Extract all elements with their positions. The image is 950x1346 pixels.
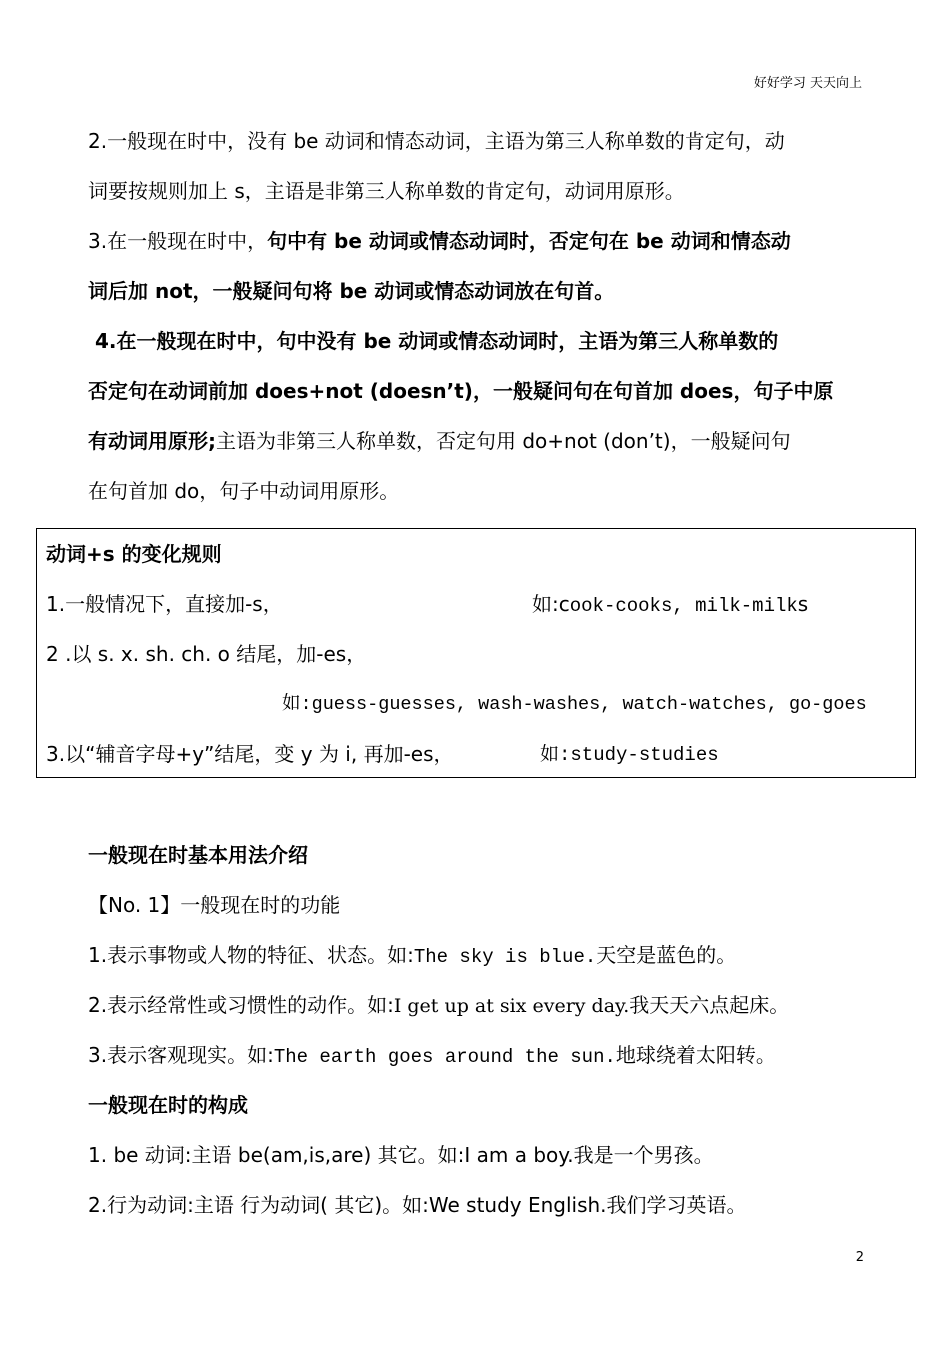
rule-4-line-1: 4.在一般现在时中，句中没有 be 动词或情态动词时，主语为第三人称单数的: [88, 329, 779, 353]
verb-s-item-3: 3.以“辅音字母+y”结尾，变 y 为 i, 再加-es，: [46, 742, 454, 766]
rule-4-line-2: 否定句在动词前加 does+not (doesn’t)，一般疑问句在句首加 does，句子中原: [88, 379, 834, 403]
rule-4-line-3: [88, 428, 791, 454]
verb-s-item-2: 2 .以 s. x. sh. ch. o 结尾，加-es，: [46, 642, 367, 666]
structure-2: 2.行为动词:主语 行为动词( 其它)。如:We study English.我们学习英语。: [88, 1193, 747, 1217]
rule-3-line-2: 词后加 not，一般疑问句将 be 动词或情态动词放在句首。: [88, 279, 615, 303]
function-2-translation: 我天天六点起床。: [629, 993, 790, 1017]
rule-3-line-1: [88, 228, 791, 254]
function-2: [88, 992, 789, 1019]
function-1-example: The sky is blue.: [413, 946, 597, 968]
rule-2-line-1: 2.一般现在时中，没有 be 动词和情态动词，主语为第三人称单数的肯定句，动: [88, 129, 785, 153]
page-number: 2: [855, 1250, 864, 1265]
function-3-example: The earth goes around the sun.: [273, 1046, 616, 1068]
function-2-example: I get up at six every day.: [393, 995, 630, 1017]
verb-s-box-title: 动词+s 的变化规则: [46, 542, 222, 566]
verb-s-item-1: 1.一般情况下，直接加-s，: [46, 592, 283, 616]
function-3: [88, 1042, 776, 1070]
rule-3-bold-text: 句中有 be 动词或情态动词时，否定句在 be 动词和情态动: [267, 229, 791, 253]
example-end: s: [797, 592, 809, 616]
rule-4-line-4: 在句首加 do，句子中动词用原形。: [88, 479, 400, 503]
function-1-desc: 1.表示事物或人物的特征、状态。如:: [88, 943, 414, 967]
function-3-desc: 3.表示客观现实。如:: [88, 1043, 274, 1067]
function-1: [88, 942, 736, 970]
rule-4-bold-text: 有动词用原形;: [88, 429, 216, 453]
function-2-desc: 2.表示经常性或习惯性的动作。如:: [88, 993, 394, 1017]
structure-1: 1. be 动词:主语 be(am,is,are) 其它。如:I am a boy.我是一个男孩。: [88, 1143, 714, 1167]
function-3-translation: 地球绕着太阳转。: [615, 1043, 776, 1067]
example-prefix: 如:c: [532, 592, 570, 616]
rule-3-intro: 3.在一般现在时中，: [88, 229, 268, 253]
rule-4-normal-text: 主语为非第三人称单数，否定句用 do+not (don’t)，一般疑问句: [216, 429, 791, 453]
verb-s-item-1-example: [532, 591, 808, 619]
usage-heading: 一般现在时基本用法介绍: [88, 843, 308, 867]
verb-s-item-2-example: 如:guess-guesses, wash-washes, watch-watches, go-goes: [282, 694, 867, 715]
verb-s-item-3-example: 如:study-studies: [540, 744, 719, 766]
rule-2-line-2: 词要按规则加上 s，主语是非第三人称单数的肯定句，动词用原形。: [88, 179, 685, 203]
structure-heading: 一般现在时的构成: [88, 1093, 248, 1117]
example-words: ook-cooks, milk-milk: [569, 595, 798, 617]
function-1-translation: 天空是蓝色的。: [596, 943, 737, 967]
usage-no1: 【No. 1】一般现在时的功能: [88, 893, 341, 917]
page-header: 好好学习 天天向上: [753, 76, 862, 91]
